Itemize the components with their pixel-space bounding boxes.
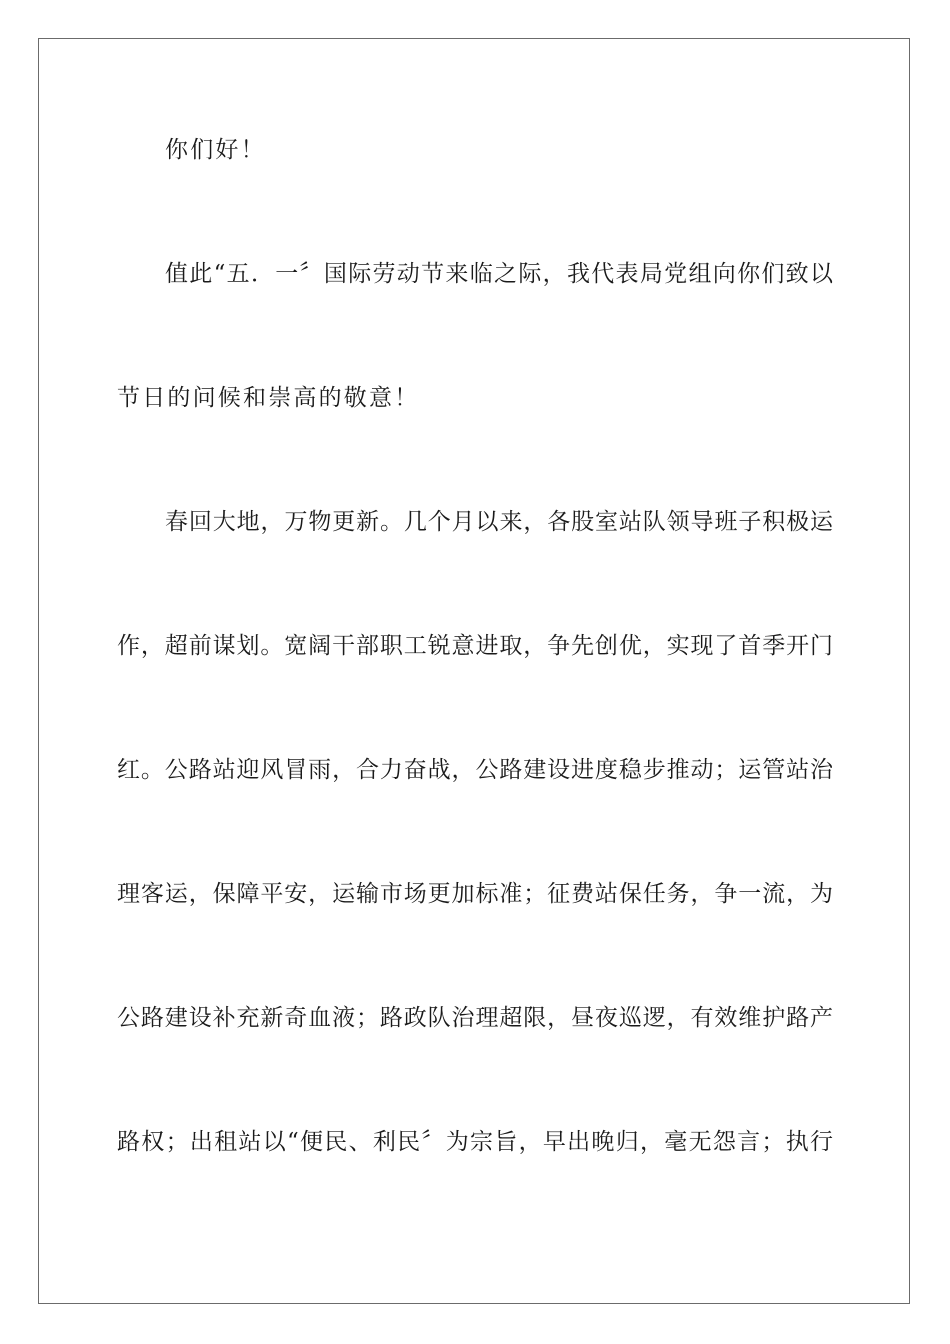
paragraph-2-line-5: 公路建设补充新奇血液；路政队治理超限，昼夜巡逻，有效维护路产: [117, 1005, 833, 1031]
greeting-line: 你们好！: [165, 137, 266, 163]
paragraph-2-line-3: 红。公路站迎风冒雨，合力奋战，公路建设进度稳步推动；运管站治: [117, 757, 833, 783]
paragraph-1-line-1: 值此“五．一〞国际劳动节来临之际，我代表局党组向你们致以: [165, 261, 833, 287]
page-border: [38, 38, 910, 1304]
paragraph-2-line-1: 春回大地，万物更新。几个月以来，各股室站队领导班子积极运: [165, 509, 833, 535]
paragraph-2-line-6: 路权；出租站以“便民、利民〞为宗旨，早出晚归，毫无怨言；执行: [117, 1129, 833, 1155]
paragraph-2-line-4: 理客运，保障平安，运输市场更加标准；征费站保任务，争一流，为: [117, 881, 833, 907]
paragraph-1-line-2: 节日的问候和崇高的敬意！: [117, 385, 420, 411]
paragraph-2-line-2: 作，超前谋划。宽阔干部职工锐意进取，争先创优，实现了首季开门: [117, 633, 833, 659]
